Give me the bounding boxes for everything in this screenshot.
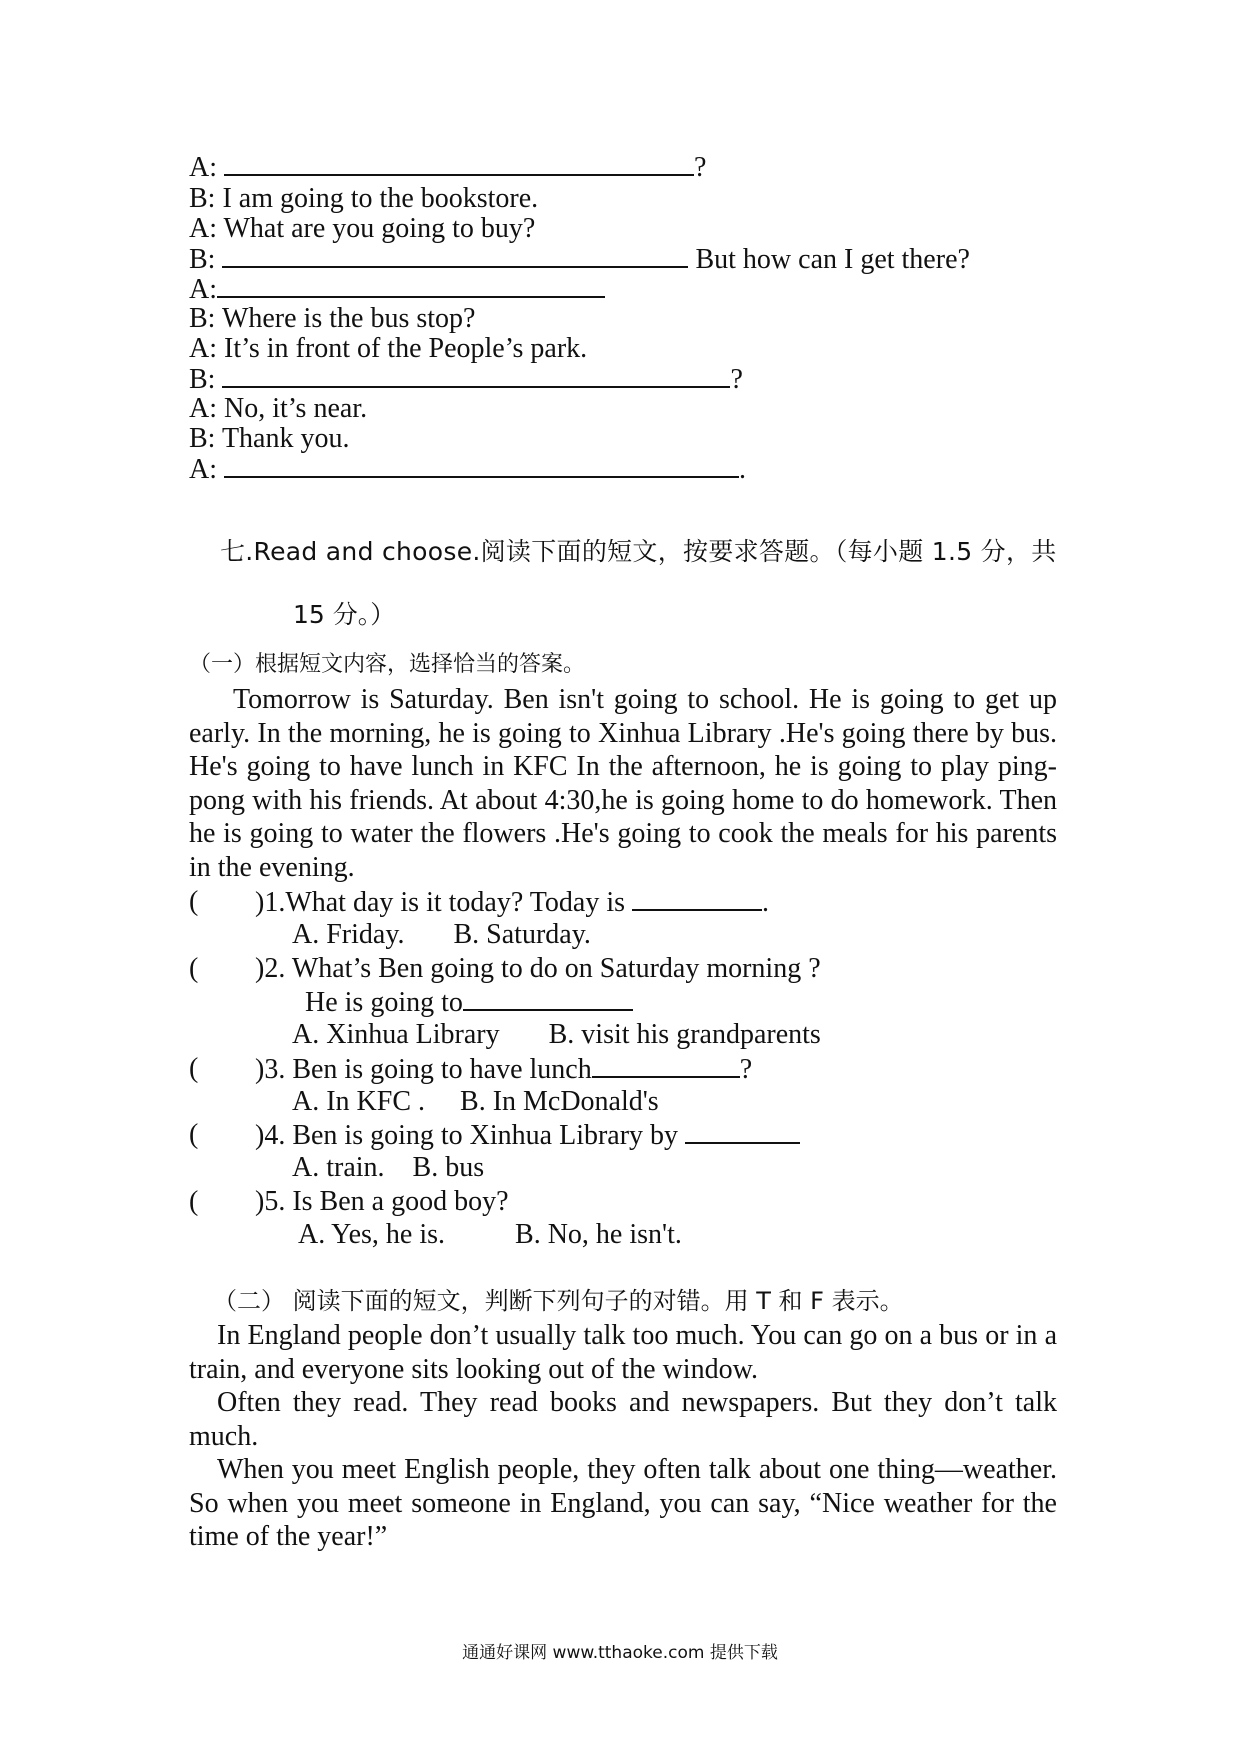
answer-paren-2[interactable]: ( [189,953,199,984]
section-heading: 七.Read and choose.阅读下面的短文，按要求答题。（每小题 1.5 分，共 [220,537,1057,566]
dialogue-line-7: A: It’s in front of the People’s park. [189,333,588,364]
answer-paren-3[interactable]: ( [189,1053,199,1084]
answer-blank[interactable] [632,885,762,911]
question-1 [255,885,769,920]
dialogue-line-10: B: Thank you. [189,423,350,454]
line-end: But how can I get there? [688,244,970,275]
dialogue-line-6: B: Where is the bus stop? [189,303,476,334]
part2-paragraph-3: When you meet English people, they often talk about one thing—weather. So when you meet someone in England, you can say, “Nice weather for the time of the year!” [189,1454,1057,1552]
question-2: )2. What’s Ben going to do on Saturday morning ? [255,953,821,984]
question-2-options: A. Xinhua Library B. visit his grandparents [292,1019,821,1050]
speaker: B: [189,244,216,275]
dialogue-line-2: B: I am going to the bookstore. [189,183,539,214]
answer-paren-4[interactable]: ( [189,1119,199,1150]
line-end: . [739,454,746,485]
question-5-options: A. Yes, he is. B. No, he isn't. [298,1219,682,1250]
part2-paragraph-2: Often they read. They read books and newspapers. But they don’t talk much. [189,1387,1057,1452]
line-end: ? [694,152,707,183]
speaker: B: [189,364,216,395]
line-end: ? [739,1054,753,1085]
section-heading-cont: 15 分。） [293,600,396,629]
answer-blank[interactable] [217,272,605,298]
answer-paren-5[interactable]: ( [189,1186,199,1217]
question-4-options: A. train. B. bus [292,1152,485,1183]
part2-instruction: （二） 阅读下面的短文，判断下列句子的对错。用 T 和 F 表示。 [213,1287,904,1315]
line-end: . [762,887,770,918]
question-text: )4. Ben is going to Xinhua Library by [255,1120,679,1151]
speaker: A: [189,454,217,485]
dialogue-line-9: A: No, it’s near. [189,393,368,424]
part1-passage: Tomorrow is Saturday. Ben isn't going to school. He is going to get up early. In the morning, he is going to Xinhua Library .He's going there by bus. He's going to have lunch in KFC In the afternoon, he is going to play ping-pong with his friends. At about 4:30,he is going home to do homework. Then he is going to water the flowers .He's going to cook the meals for his parents in the evening. [189,684,1057,883]
question-1-options: A. Friday. B. Saturday. [292,919,591,950]
question-5: )5. Is Ben a good boy? [255,1186,509,1217]
answer-paren-1[interactable]: ( [189,886,199,917]
answer-blank[interactable] [224,150,694,176]
question-3 [255,1052,752,1087]
answer-blank[interactable] [685,1118,800,1144]
answer-blank[interactable] [224,452,739,478]
dialogue-line-1 [189,150,706,185]
question-2-sub [305,985,633,1020]
speaker: A: [189,152,217,183]
question-text: )1.What day is it today? Today is [255,887,626,918]
question-3-options: A. In KFC . B. In McDonald's [292,1086,659,1117]
question-4 [255,1118,800,1153]
part1-instruction: （一）根据短文内容，选择恰当的答案。 [189,652,586,677]
question-sub-text: He is going to [305,987,463,1018]
answer-blank[interactable] [222,362,730,388]
dialogue-line-3: A: What are you going to buy? [189,213,536,244]
question-text: )3. Ben is going to have lunch [255,1054,592,1085]
dialogue-line-11 [189,452,746,487]
part2-paragraph-1: In England people don’t usually talk too much. You can go on a bus or in a train, and everyone sits looking out of the window. [189,1320,1057,1385]
footer-watermark: 通通好课网 www.tthaoke.com 提供下载 [462,1643,778,1663]
line-end: ? [730,364,743,395]
speaker: A: [189,274,217,305]
answer-blank[interactable] [463,985,633,1011]
answer-blank[interactable] [222,242,688,268]
answer-blank[interactable] [592,1052,740,1078]
